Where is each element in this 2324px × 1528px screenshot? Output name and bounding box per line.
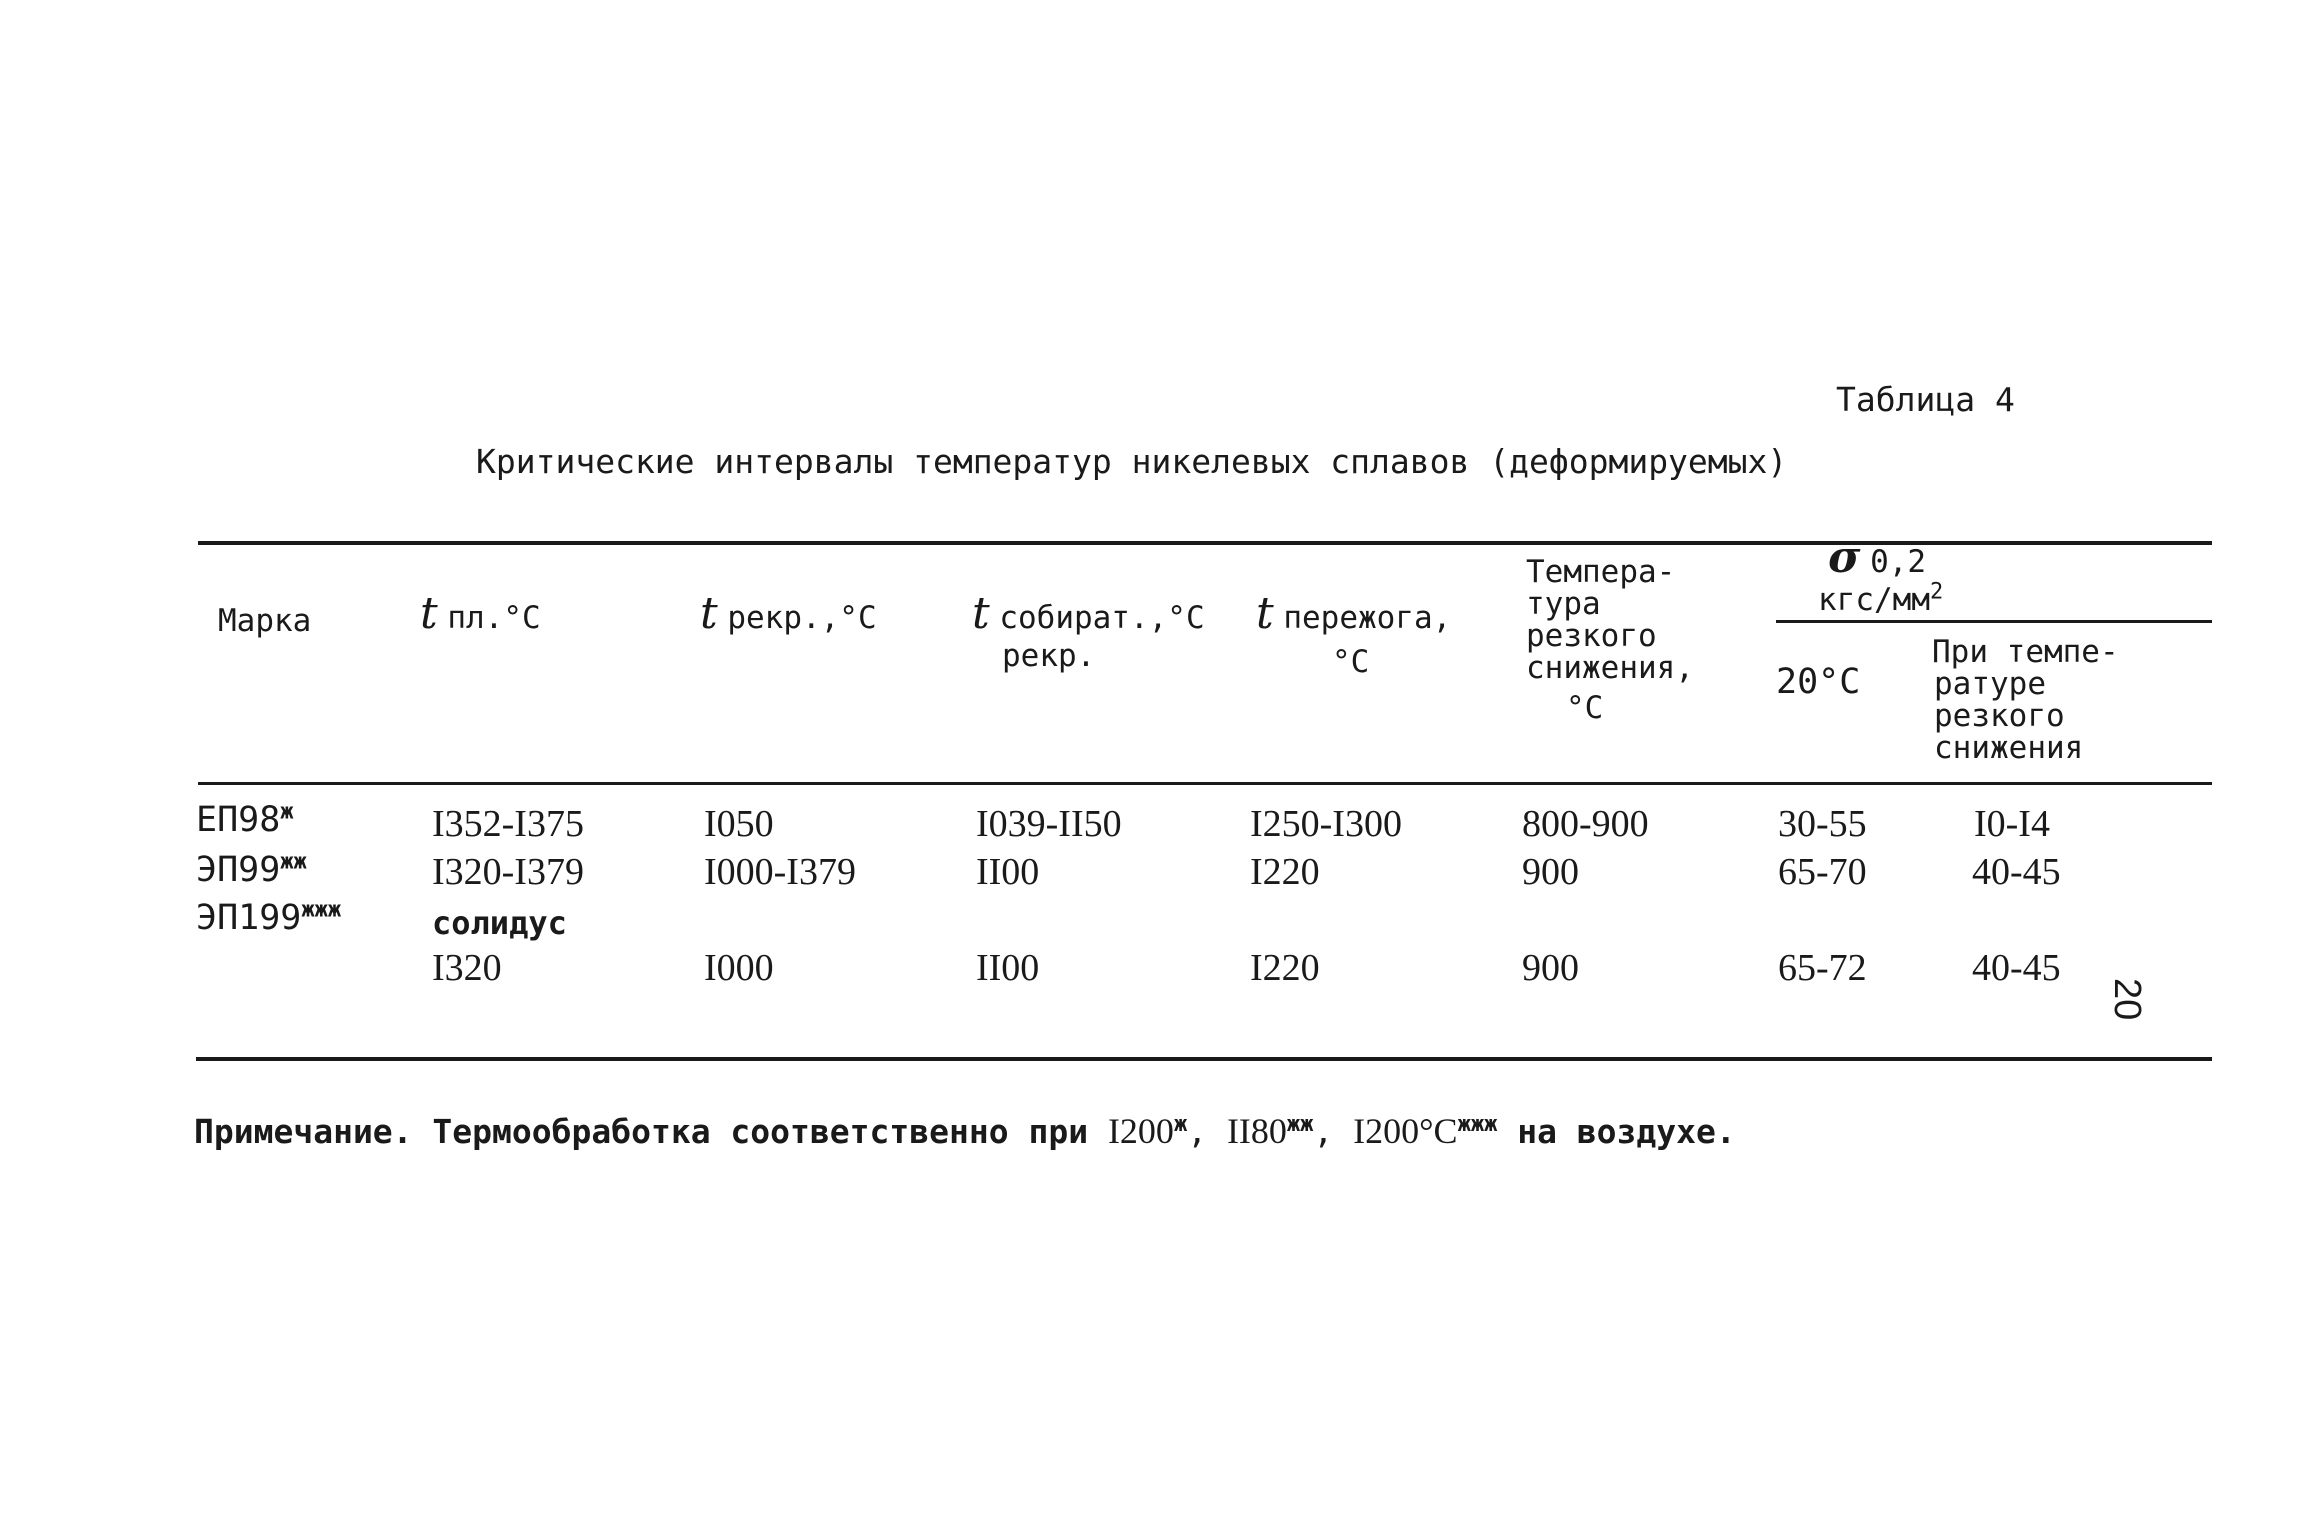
header-t-burn-line2: °С: [1332, 644, 1370, 680]
header-sigma-unit: [1818, 579, 1944, 618]
row-3-grade-text: ЭП199: [196, 898, 302, 938]
header-sharp-drop-2: тура: [1526, 586, 1601, 622]
row-2-sharp-drop: 900: [1522, 851, 1579, 893]
row-1-s20: 30-55: [1778, 803, 1867, 845]
header-t-burn-label: пережога,: [1283, 600, 1452, 636]
row-2-t-recr: I000-I379: [704, 851, 856, 893]
row-2-s20: 65-70: [1778, 851, 1867, 893]
note-value-1: I200: [1107, 1111, 1174, 1151]
row-1-sharp-drop: 800-900: [1522, 803, 1649, 845]
header-sigma-unit-text: кгс/мм: [1818, 582, 1930, 618]
header-sub-20: 20°С: [1776, 662, 1861, 702]
row-1-t-recr: I050: [704, 803, 774, 845]
header-sharp-drop-5: °С: [1566, 690, 1604, 726]
row-3-t-recr: I000: [704, 947, 774, 989]
header-t-burn-symbol: t: [1256, 588, 1274, 639]
row-1-t-melt: I352-I375: [432, 803, 584, 845]
note-label: Примечание.: [194, 1112, 413, 1151]
row-1-grade: [196, 800, 294, 840]
header-t-collect: [972, 588, 1205, 639]
note-value-3: I200°С: [1353, 1111, 1458, 1151]
header-sigma: [1828, 532, 1926, 583]
header-t-recr-symbol: t: [700, 588, 718, 639]
header-t-recr-label: рекр.,°С: [727, 600, 877, 636]
header-sharp-drop-1: Темпера-: [1526, 554, 1676, 590]
row-3-sharp-drop: 900: [1522, 947, 1579, 989]
header-sub-drop-3: резкого: [1934, 698, 2065, 734]
row-2-s-drop: 40-45: [1972, 851, 2061, 893]
row-3-grade: [196, 898, 341, 938]
row-2-grade-mark: жж: [280, 849, 307, 875]
header-sub-drop-2: ратуре: [1934, 666, 2046, 702]
row-3-s-drop: 40-45: [1972, 947, 2061, 989]
note-mark-2: жж: [1286, 1112, 1314, 1137]
page-number: 20: [2106, 978, 2148, 1021]
note-mark-3: жжж: [1457, 1112, 1498, 1137]
note-text-b: на воздухе.: [1517, 1112, 1736, 1151]
note-value-2: II80: [1226, 1111, 1287, 1151]
header-sharp-drop-3: резкого: [1526, 618, 1657, 654]
row-2-grade: [196, 850, 307, 890]
table-caption: Таблица 4: [1836, 380, 2015, 419]
header-sigma-symbol: σ: [1828, 532, 1861, 583]
sigma-rule: [1776, 620, 2212, 623]
row-3-t-melt: I320: [432, 947, 502, 989]
row-1-t-burn: I250-I300: [1250, 803, 1402, 845]
table-note: Примечание. Термообработка соответственно при $I200^ж$, $II80^{жж}$, $I200^\circ С^{жжж}$ на воздухе.: [194, 1111, 1736, 1151]
header-t-collect-line2: рекр.: [1002, 638, 1096, 674]
bottom-rule: [196, 1057, 2212, 1061]
header-t-burn: [1256, 588, 1451, 639]
note-text-a: Термообработка соответственно при: [432, 1112, 1089, 1151]
row-2-grade-text: ЭП99: [196, 850, 281, 890]
header-t-collect-symbol: t: [972, 588, 990, 639]
row-1-grade-text: ЕП98: [196, 800, 281, 840]
row-3-t-burn: I220: [1250, 947, 1320, 989]
header-t-melt-label: пл.°С: [447, 600, 541, 636]
row-2-t-collect: II00: [976, 851, 1040, 893]
row-1-grade-mark: ж: [280, 799, 294, 825]
row-3-t-collect: II00: [976, 947, 1040, 989]
header-bottom-rule: [198, 782, 2212, 785]
row-2-t-burn: I220: [1250, 851, 1320, 893]
header-t-recr: [700, 588, 877, 639]
row-3-t-melt-note: солидус: [432, 904, 567, 942]
header-sigma-unit-sup: 2: [1929, 579, 1944, 605]
header-grade: Марка: [218, 603, 312, 639]
row-1-s-drop: I0-I4: [1974, 803, 2050, 845]
note-mark-1: ж: [1173, 1112, 1188, 1137]
table-title: Критические интервалы температур никелевых сплавов (деформируемых): [476, 442, 1788, 481]
header-sharp-drop-4: снижения,: [1526, 650, 1694, 686]
row-1-t-collect: I039-II50: [976, 803, 1122, 845]
row-3-s20: 65-72: [1778, 947, 1867, 989]
header-sigma-subscript: 0,2: [1870, 544, 1927, 580]
header-t-collect-label: собират.,°С: [999, 600, 1205, 636]
row-3-grade-mark: жжж: [301, 897, 342, 923]
row-2-t-melt: I320-I379: [432, 851, 584, 893]
header-t-melt-symbol: t: [420, 588, 438, 639]
header-sub-drop-4: снижения: [1934, 730, 2084, 766]
header-t-melt: [420, 588, 541, 639]
header-sub-drop-1: При темпе-: [1932, 634, 2119, 670]
